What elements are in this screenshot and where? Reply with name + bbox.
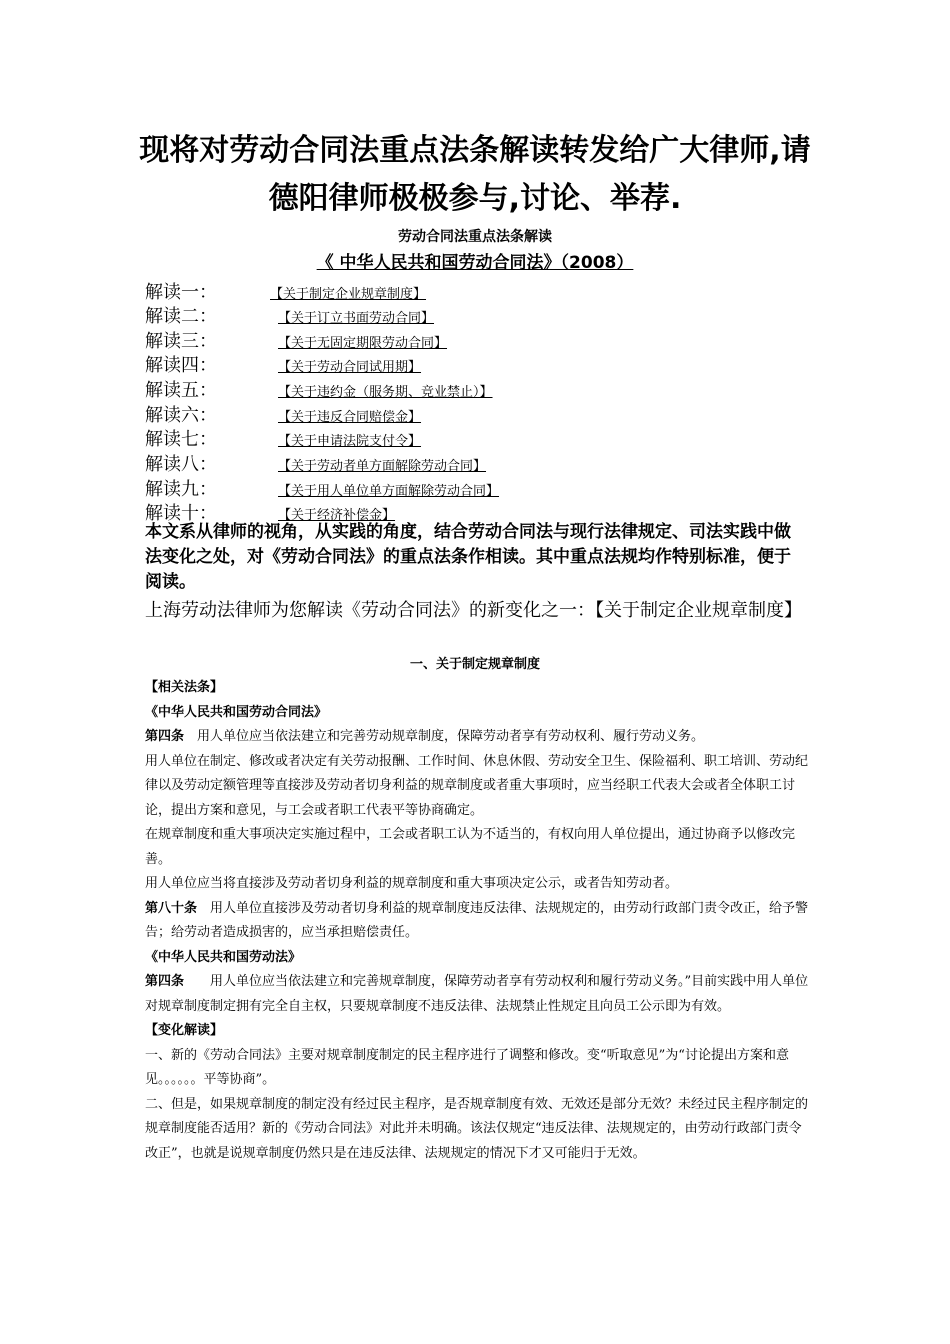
related-heading: 【相关法条】 <box>145 680 224 695</box>
article-paragraph: 用人单位应当将直接涉及劳动者切身利益的规章制度和重大事项决定公示，或者告知劳动者。 <box>145 876 679 891</box>
toc-link[interactable]: 【关于无固定期限劳动合同】 <box>278 336 448 351</box>
toc-link[interactable]: 【关于申请法院支付令】 <box>278 434 422 449</box>
article-paragraph <box>145 897 810 946</box>
toc-link[interactable]: 【关于经济补偿金】 <box>278 508 396 523</box>
article-text: 用人单位应当依法建立和完善劳动规章制度，保障劳动者享有劳动权利、履行劳动义务。 <box>184 729 705 744</box>
lead-paragraph: 上海劳动法律师为您解读《劳动合同法》的新变化之一：【关于制定企业规章制度】 <box>145 600 802 621</box>
toc-link[interactable]: 【关于违反合同赔偿金】 <box>278 410 422 425</box>
toc-label: 解读九： <box>145 479 217 500</box>
toc-link[interactable]: 【关于订立书面劳动合同】 <box>278 311 435 326</box>
toc-label: 解读七： <box>145 429 217 450</box>
article-label: 第四条 <box>145 974 185 989</box>
article-paragraph: 在规章制度和重大事项决定实施过程中，工会或者职工认为不适当的，有权向用人单位提出，通过协商予以修改完善。 <box>145 827 796 867</box>
article-paragraph <box>145 970 810 1019</box>
change-paragraph: 一、新的《劳动合同法》主要对规章制度制定的民主程序进行了调整和修改。变“听取意见”为“讨论提出方案和意见。。。。。。平等协商”。 <box>145 1047 789 1087</box>
law-name: 《中华人民共和国劳动合同法》 <box>145 704 328 720</box>
change-paragraph: 二、但是，如果规章制度的制定没有经过民主程序，是否规章制度有效、无效还是部分无效？未经过民主程序制定的规章制度能否适用？新的《劳动合同法》对此并未明确。该法仅规定“违反法律、法规规定的，由劳动行政部门责令改正”，也就是说规章制度仍然只是在违反法律、法规规定的情况下才又可能归于无效。 <box>145 1096 809 1161</box>
toc-label: 解读五： <box>145 380 217 401</box>
law-title: 《 中华人民共和国劳动合同法》（2008） <box>316 253 634 273</box>
subtitle: 劳动合同法重点法条解读 <box>398 229 552 245</box>
toc-label: 解读六： <box>145 405 217 426</box>
title-line-2: 德阳律师极极参与,讨论、举荐. <box>268 181 682 216</box>
article-paragraph <box>145 725 810 750</box>
change-heading: 【变化解读】 <box>145 1023 224 1038</box>
law-name: 《中华人民共和国劳动法》 <box>145 949 302 965</box>
article-label: 第八十条 <box>145 900 198 916</box>
toc-link[interactable]: 【关于劳动合同试用期】 <box>278 360 422 375</box>
toc-label: 解读二： <box>145 306 217 327</box>
article-label: 第四条 <box>145 729 185 744</box>
toc-label: 解读三： <box>145 331 217 352</box>
toc-link[interactable]: 【关于制定企业规章制度】 <box>270 287 427 302</box>
toc-link[interactable]: 【关于用人单位单方面解除劳动合同】 <box>278 484 500 499</box>
toc-label: 解读八： <box>145 454 217 475</box>
section-title: 一、关于制定规章制度 <box>409 657 540 672</box>
toc-link[interactable]: 【关于劳动者单方面解除劳动合同】 <box>278 459 487 474</box>
section-body <box>145 676 810 1166</box>
title-line-1: 现将对劳动合同法重点法条解读转发给广大律师,请 <box>139 133 811 168</box>
article-text: 用人单位应当依法建立和完善规章制度，保障劳动者享有劳动权利和履行劳动义务。”目前实践中用人单位对规章制度制定拥有完全自主权，只要规章制度不违反法律、法规禁止性规定且向员工公示即为有效。 <box>145 974 809 1014</box>
article-text: 用人单位直接涉及劳动者切身利益的规章制度违反法律、法规规定的，由劳动行政部门责令改正，给予警告；给劳动者造成损害的，应当承担赔偿责任。 <box>145 900 809 940</box>
toc-label: 解读四： <box>145 355 217 376</box>
toc-label: 解读十： <box>145 503 217 524</box>
toc-link[interactable]: 【关于违约金（服务期、竞业禁止）】 <box>278 385 493 400</box>
article-paragraph: 用人单位在制定、修改或者决定有关劳动报酬、工作时间、休息休假、劳动安全卫生、保险福利、职工培训、劳动纪律以及劳动定额管理等直接涉及劳动者切身利益的规章制度或者重大事项时，应当经职工代表大会或者全体职工讨论，提出方案和意见，与工会或者职工代表平等协商确定。 <box>145 753 809 818</box>
toc-label: 解读一： <box>145 282 217 303</box>
intro-paragraph: 本文系从律师的视角，从实践的角度，结合劳动合同法与现行法律规定、司法实践中做法变化之处，对《劳动合同法》的重点法条作相读。其中重点法规均作特别标准，便于阅读。 <box>145 522 791 592</box>
